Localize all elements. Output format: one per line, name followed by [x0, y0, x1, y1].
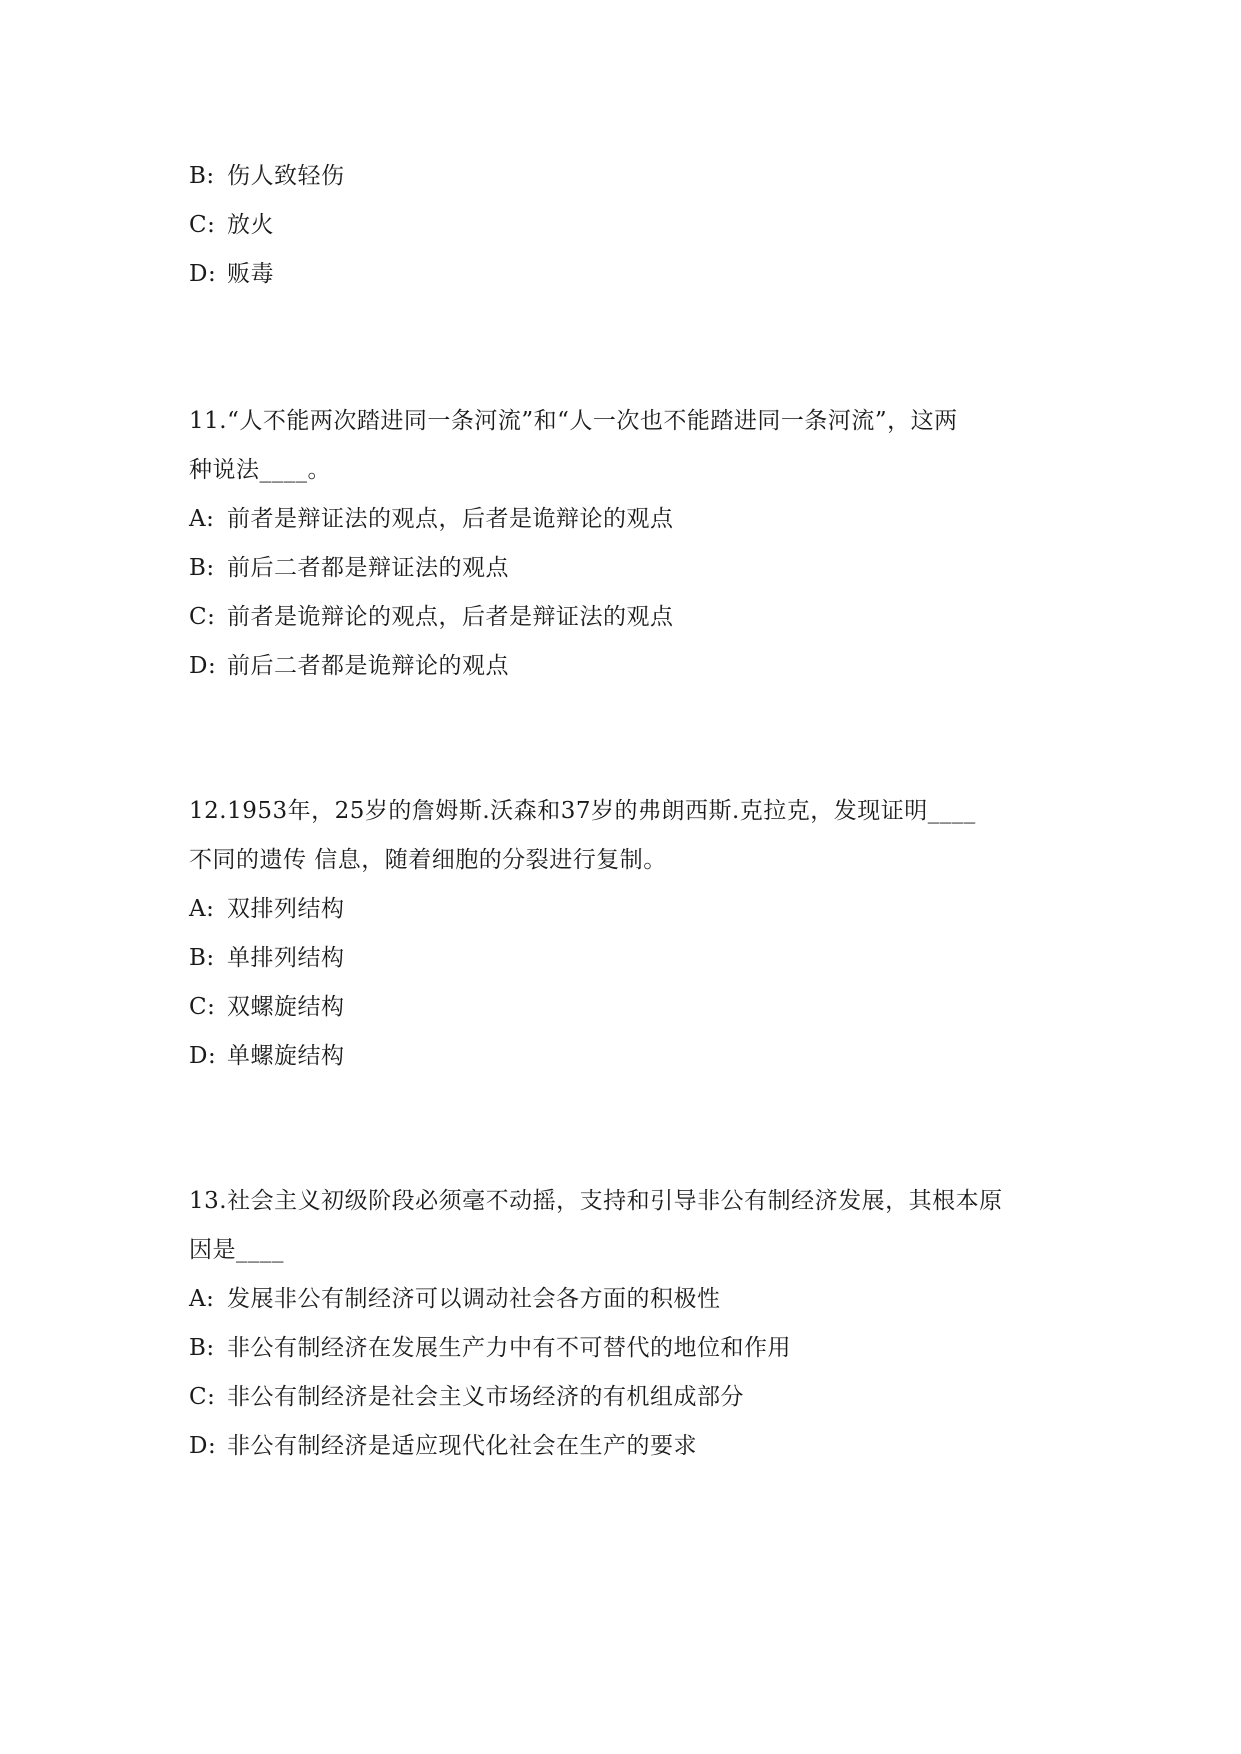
- option-letter: A:: [189, 1286, 215, 1312]
- option-text: 单螺旋结构: [227, 1043, 345, 1069]
- option-text: 双螺旋结构: [227, 994, 345, 1020]
- option-a: [189, 495, 1069, 544]
- option-letter: C:: [189, 604, 216, 630]
- option-text: 非公有制经济在发展生产力中有不可替代的地位和作用: [227, 1335, 791, 1361]
- option-b: [189, 1324, 1069, 1373]
- option-text: 前者是诡辩论的观点，后者是辩证法的观点: [227, 604, 674, 630]
- option-letter: C:: [189, 212, 216, 238]
- option-letter: D:: [189, 261, 217, 287]
- option-a: [189, 1275, 1069, 1324]
- question-text-line: 12.1953年，25岁的詹姆斯.沃森和37岁的弗朗西斯.克拉克，发现证明____: [189, 798, 976, 824]
- option-a: [189, 885, 1069, 934]
- option-letter: C:: [189, 994, 216, 1020]
- question-text-line: 11.“人不能两次踏进同一条河流”和“人一次也不能踏进同一条河流”，这两: [189, 408, 958, 434]
- option-d: [189, 1422, 1069, 1471]
- option-c: [189, 593, 1069, 642]
- option-letter: B:: [189, 163, 215, 189]
- option-letter: D:: [189, 1433, 217, 1459]
- option-text: 伤人致轻伤: [227, 163, 345, 189]
- question-text-line: 不同的遗传 信息，随着细胞的分裂进行复制。: [189, 847, 667, 873]
- option-c: [189, 1373, 1069, 1422]
- option-d: [189, 1032, 1069, 1081]
- question-block-12: [189, 787, 1069, 1081]
- option-letter: D:: [189, 653, 217, 679]
- option-d: [189, 642, 1069, 691]
- option-text: 单排列结构: [227, 945, 345, 971]
- option-text: 双排列结构: [227, 896, 345, 922]
- question-text-line: 13.社会主义初级阶段必须毫不动摇，支持和引导非公有制经济发展，其根本原: [189, 1188, 1003, 1214]
- question-block-11: [189, 397, 1069, 691]
- option-b: [189, 544, 1069, 593]
- option-letter: B:: [189, 945, 215, 971]
- question-block-13: [189, 1177, 1069, 1471]
- option-letter: B:: [189, 555, 215, 581]
- option-letter: B:: [189, 1335, 215, 1361]
- option-d: [189, 250, 1069, 299]
- option-letter: D:: [189, 1043, 217, 1069]
- option-text: 前者是辩证法的观点，后者是诡辩论的观点: [227, 506, 674, 532]
- option-b: [189, 934, 1069, 983]
- option-letter: C:: [189, 1384, 216, 1410]
- option-text: 非公有制经济是社会主义市场经济的有机组成部分: [227, 1384, 744, 1410]
- option-text: 非公有制经济是适应现代化社会在生产的要求: [227, 1433, 697, 1459]
- question-block-10-continued: [189, 152, 1069, 299]
- option-c: [189, 983, 1069, 1032]
- option-letter: A:: [189, 896, 215, 922]
- question-text-line: 因是____: [189, 1237, 284, 1263]
- option-text: 前后二者都是诡辩论的观点: [227, 653, 509, 679]
- option-text: 贩毒: [227, 261, 274, 287]
- question-text-line: 种说法____。: [189, 457, 331, 483]
- option-text: 前后二者都是辩证法的观点: [227, 555, 509, 581]
- option-c: [189, 201, 1069, 250]
- option-text: 放火: [227, 212, 274, 238]
- option-letter: A:: [189, 506, 215, 532]
- option-b: [189, 152, 1069, 201]
- option-text: 发展非公有制经济可以调动社会各方面的积极性: [227, 1286, 721, 1312]
